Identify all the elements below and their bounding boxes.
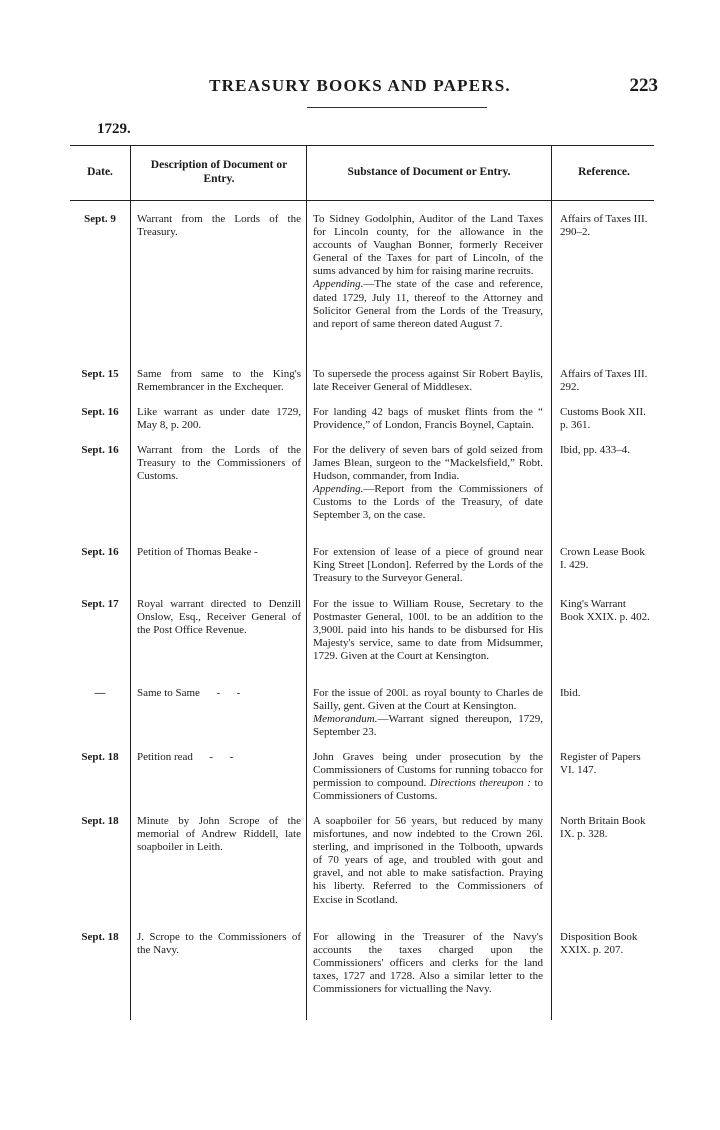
- table-header-rule: [70, 200, 654, 201]
- entry-description: Royal warrant directed to Denzill Onslow, Esq., Receiver General of the Post Office Revenue.: [137, 598, 301, 637]
- entry-date: —: [94, 687, 106, 699]
- entry-reference: Crown Lease Book I. 429.: [560, 546, 645, 572]
- dash-leader: - -: [192, 751, 234, 763]
- entry-date: Sept. 18: [81, 931, 119, 943]
- entry-substance: To supersede the process against Sir Robert Baylis, late Receiver General of Middlesex.: [313, 368, 543, 394]
- appending-text: —Report from the Commissioners of Customs to the Lords of the Treasury, of date September 3, on the case.: [313, 483, 543, 522]
- entry-reference: North Britain Book IX. p. 328.: [560, 815, 646, 841]
- entry-date: Sept. 18: [81, 815, 119, 827]
- entry-date: Sept. 16: [81, 546, 119, 558]
- entry-substance: For allowing in the Treasurer of the Navy's accounts the taxes charged upon the Commissioners' officers and clerks for the land taxes, 1727 and 1728. Also a similar letter to the Commissioners for victualling the Navy.: [313, 931, 543, 996]
- directions-text: to Commissioners of Customs.: [313, 777, 544, 803]
- column-header-description: Description of Document or Entry.: [150, 159, 288, 185]
- entry-date: Sept. 17: [81, 598, 119, 610]
- column-divider: [306, 145, 307, 1020]
- entry-description: Like warrant as under date 1729, May 8, p. 200.: [137, 406, 301, 432]
- entry-description-text: Petition of Thomas Beake: [137, 546, 252, 558]
- entry-reference: Affairs of Taxes III. 290–2.: [560, 213, 648, 239]
- dash-leader: -: [251, 546, 258, 558]
- entry-date: Sept. 18: [81, 751, 119, 763]
- entry-substance: For extension of lease of a piece of ground near King Street [London]. Referred by the Lords of the Treasury to the Surveyor General.: [313, 546, 543, 585]
- entry-reference: Disposition Book XXIX. p. 207.: [560, 931, 638, 957]
- page-number: 223: [629, 75, 658, 96]
- entry-description: [137, 751, 301, 764]
- entry-substance-text: For the delivery of seven bars of gold seized from James Blean, surgeon to the “Mackelsfield,” Robt. Hudson, commander, from India.: [313, 444, 543, 483]
- entry-substance-text: For the issue of 200l. as royal bounty to Charles de Sailly, gent. Given at the Court at Kensington.: [313, 687, 543, 713]
- entry-reference: Affairs of Taxes III. 292.: [560, 368, 648, 394]
- entry-substance: [313, 213, 543, 331]
- directions-label: Directions thereupon :: [429, 777, 531, 790]
- entry-date: Sept. 15: [81, 368, 119, 380]
- title-rule: [307, 107, 487, 108]
- entry-reference: Ibid, pp. 433–4.: [560, 444, 630, 456]
- column-divider: [130, 145, 131, 1020]
- entry-substance-text: To Sidney Godolphin, Auditor of the Land Taxes for Lincoln county, for the allowance in the accounts of Vaughan Bonner, formerly Receiver General of the Taxes for part of Lincoln, of the sums advanced by him for raising marine recruits.: [313, 213, 543, 278]
- entry-description: J. Scrope to the Commissioners of the Navy.: [137, 931, 301, 957]
- entry-substance: For the issue to William Rouse, Secretary to the Postmaster General, 100l. to be an addition to the 3,900l. paid into his hands to be disbursed for His Majesty's service, same to date from Midsummer, 1729. Given at the Court at Kensington.: [313, 598, 543, 663]
- entry-description: Same from same to the King's Remembrancer in the Exchequer.: [137, 368, 301, 394]
- appending-text: —The state of the case and reference, dated 1729, July 11, thereof to the Attorney and Solicitor General from the Lords of the Treasury, and report of same thereon dated August 7.: [313, 278, 543, 330]
- memorandum-text: —Warrant signed thereupon, 1729, September 23.: [313, 713, 543, 739]
- entry-substance-text: John Graves being under prosecution by the Commissioners of Customs for running tobacco for permission to compound.: [313, 751, 543, 790]
- column-header-substance: Substance of Document or Entry.: [347, 165, 511, 178]
- entry-substance: For landing 42 bags of musket flints from the “ Providence,” of London, Francis Boynel, Captain.: [313, 406, 543, 432]
- dash-leader: - -: [199, 687, 241, 699]
- appending-label: Appending.: [313, 278, 364, 291]
- entry-date: Sept. 9: [84, 213, 116, 225]
- entry-reference: Customs Book XII. p. 361.: [560, 406, 646, 432]
- entry-description-text: Same to Same: [137, 687, 200, 699]
- appending-label: Appending.: [313, 483, 364, 496]
- entry-reference: Ibid.: [560, 687, 581, 699]
- entry-substance: A soapboiler for 56 years, but reduced by many misfortunes, and now indebted to the Crown 26l. sterling, and imprisoned in the Tolbooth, upwards of 70 years of age, and troubled with gout and gravel, and not able to make satisfaction. Praying his liberty. Referred to the Commissioners of Excise in Scotland.: [313, 815, 543, 906]
- column-divider: [551, 145, 552, 1020]
- entry-reference: King's Warrant Book XXIX. p. 402.: [560, 598, 650, 624]
- entry-substance: [313, 687, 543, 739]
- entry-description: Minute by John Scrope of the memorial of Andrew Riddell, late soapboiler in Leith.: [137, 815, 301, 854]
- running-title: TREASURY BOOKS AND PAPERS.: [209, 76, 511, 95]
- entry-description-text: Petition read: [137, 751, 193, 763]
- entry-description: [137, 687, 301, 700]
- year-heading: 1729.: [97, 121, 131, 137]
- entry-reference: Register of Papers VI. 147.: [560, 751, 641, 777]
- column-header-reference: Reference.: [578, 165, 630, 178]
- entry-date: Sept. 16: [81, 444, 119, 456]
- entry-description: [137, 546, 301, 559]
- memorandum-label: Memorandum.: [313, 713, 378, 726]
- entry-description: Warrant from the Lords of the Treasury.: [137, 213, 301, 239]
- entry-substance: [313, 751, 543, 803]
- entry-description: Warrant from the Lords of the Treasury to the Commissioners of Customs.: [137, 444, 301, 483]
- column-header-date: Date.: [87, 165, 113, 178]
- entry-substance: [313, 444, 543, 523]
- entry-date: Sept. 16: [81, 406, 119, 418]
